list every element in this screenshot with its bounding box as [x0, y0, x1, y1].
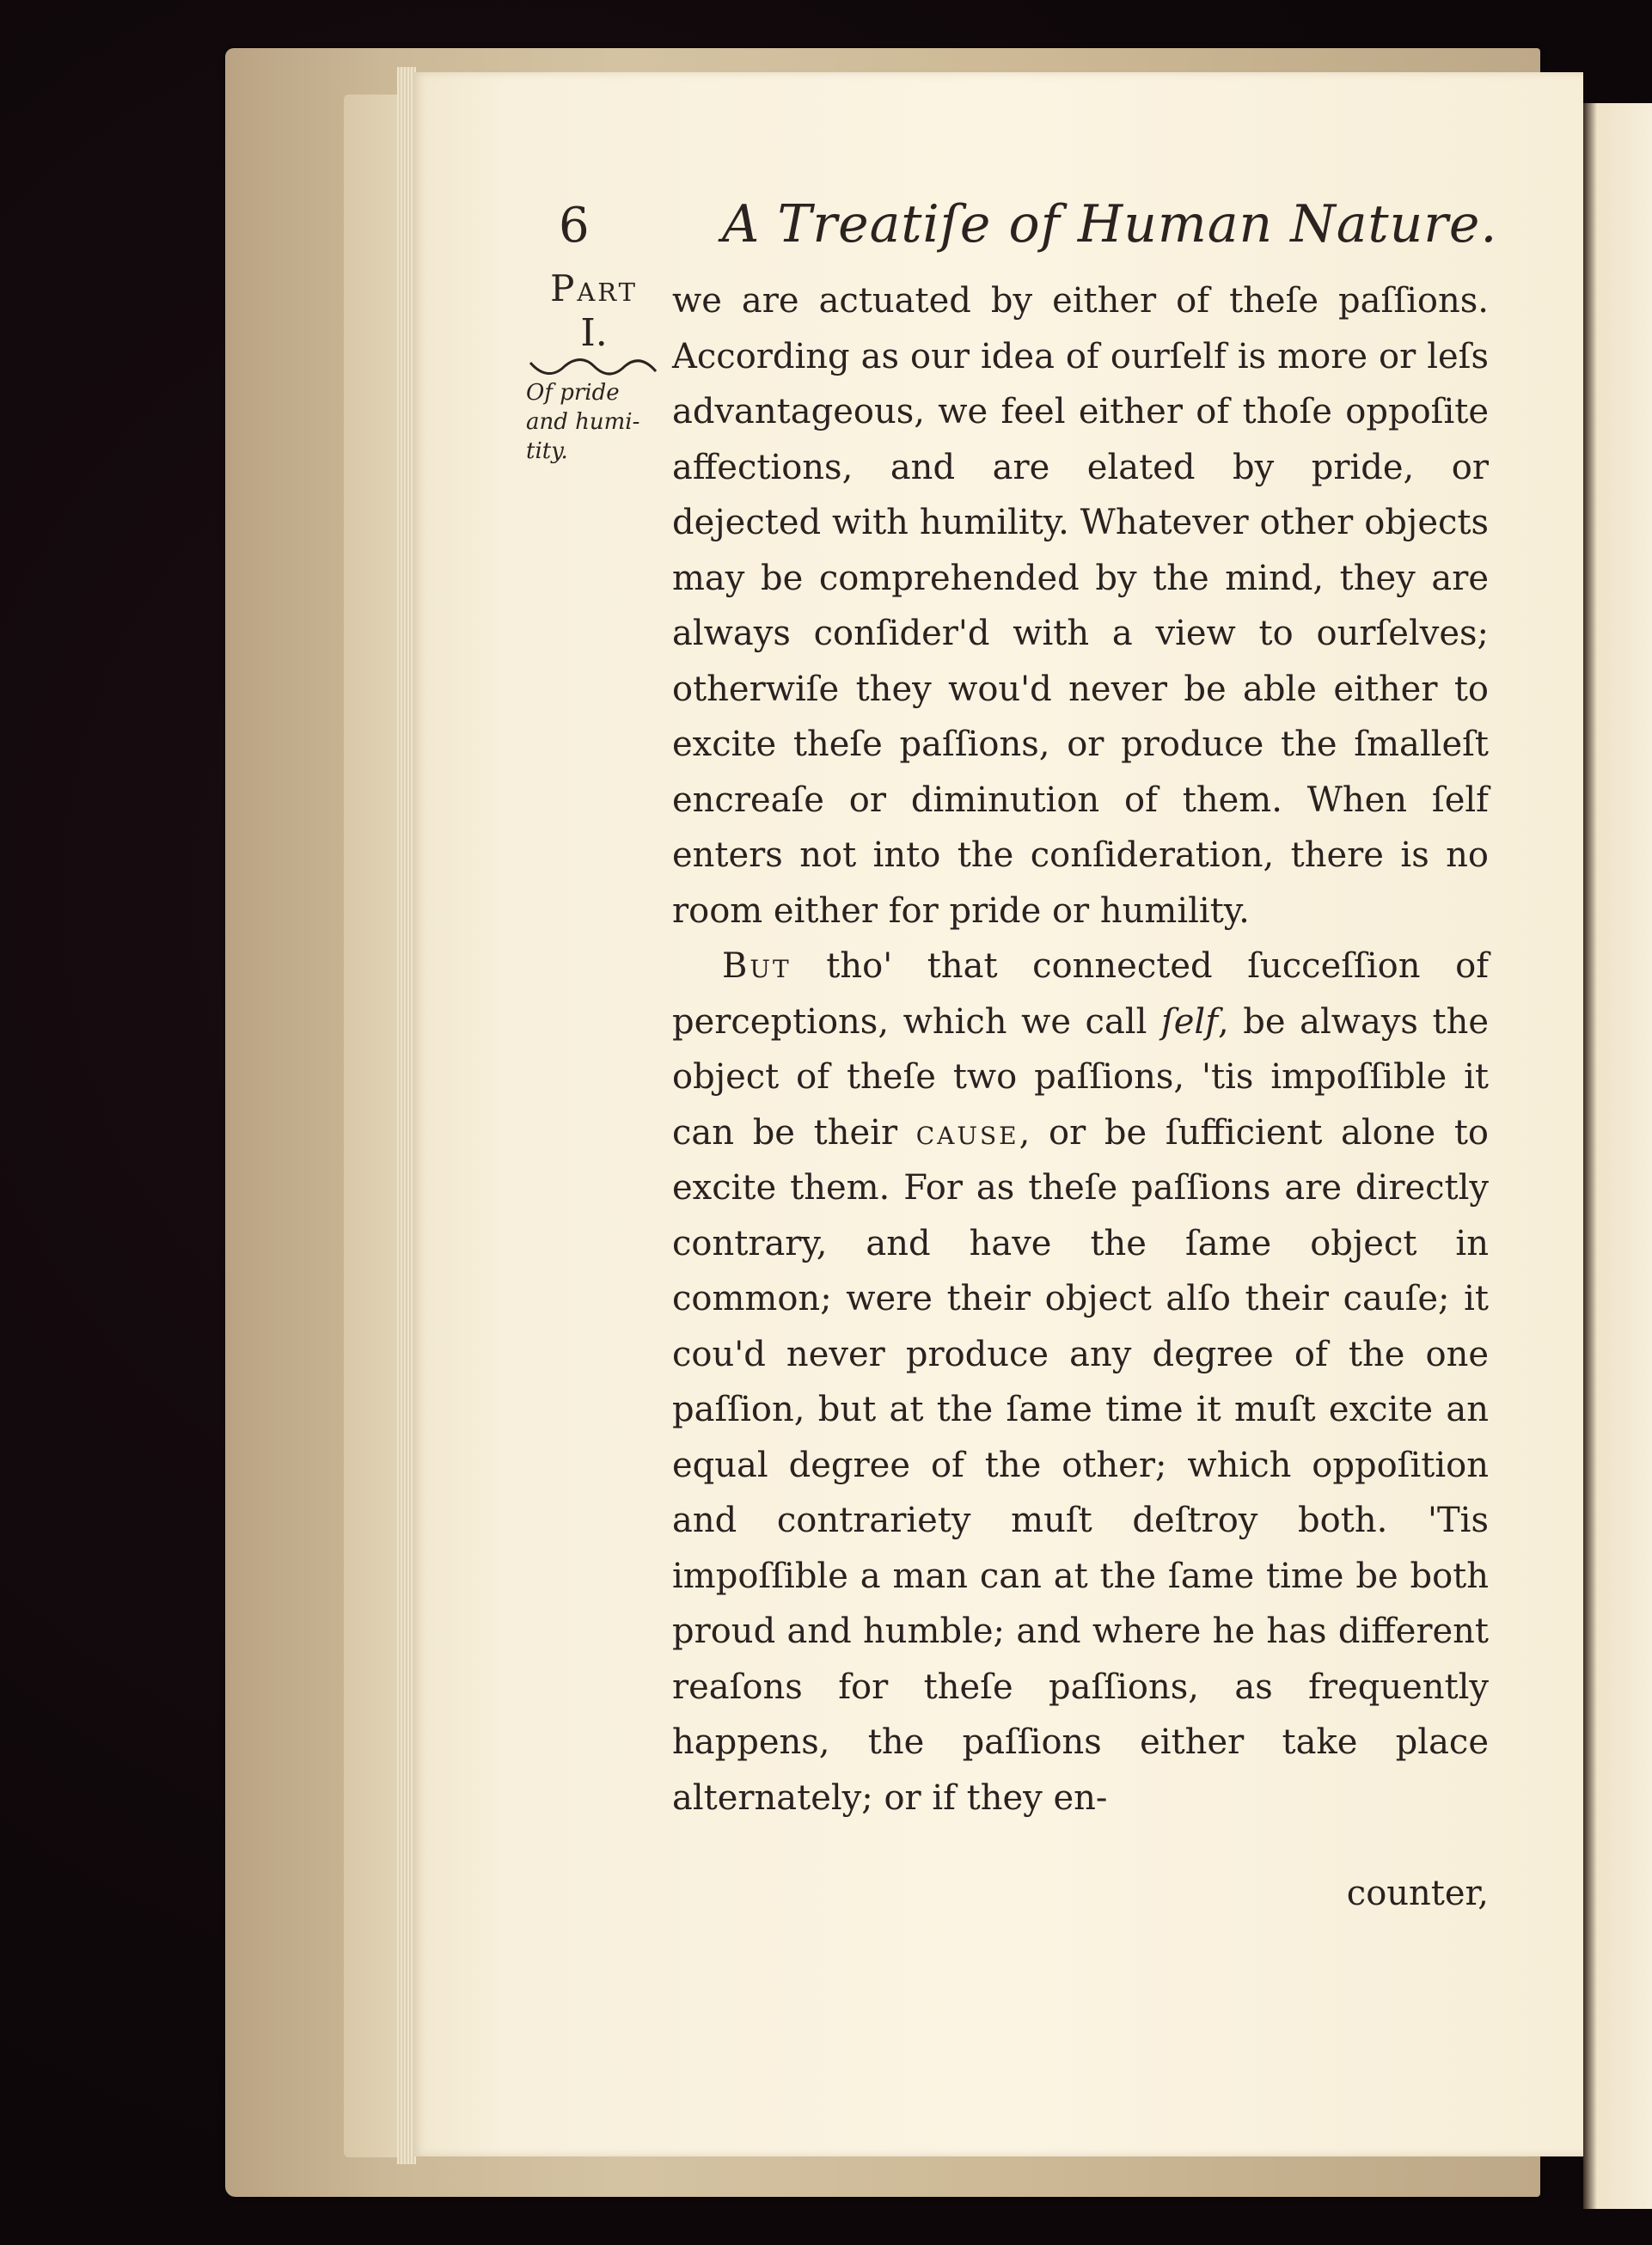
paragraph-2-text-c: , or be ſufficient alone to excite them. For as theſe paſſions are directly contrary, and have the ſame object in common; were their object alſo their cauſe; it cou'd never produce any degree of the one paſſion, but at the ſame time it muſt excite an equal degree of the other; which oppoſition and contrariety muſt deſtroy both. 'Tis impoſſible a man can at the ſame time be both proud and humble; and where he has different reaſons for theſe paſſions, as frequently happens, the paſſions either take place alternately; or if they en-: [672, 1112, 1490, 1818]
body-text: [672, 273, 1489, 1826]
paragraph-2-cause: cause: [915, 1112, 1019, 1153]
paragraph-1: we are actuated by either of theſe paſſions. According as our idea of ourſelf is more or leſs advantageous, we feel either of thoſe oppoſite affections, and are elated by pride, or dejected with humility. Whatever other objects may be comprehended by the mind, they are always conſider'd with a view to ourſelves; otherwiſe they wou'd never be able either to excite theſe paſſions, or produce the ſmalleſt encreaſe or diminution of them. When ſelf enters not into the conſideration, there is no room either for pride or humility.: [672, 281, 1489, 931]
paragraph-2-text-a: tho' that connected ſucceſſion of perceptions, which we call: [672, 946, 1489, 1042]
paragraph-2-lead: But: [722, 946, 792, 986]
catchword: counter,: [1346, 1874, 1489, 1913]
page-header: [550, 189, 1504, 266]
margin-note: [521, 266, 667, 466]
side-gloss: Of pride and humi- tity.: [526, 380, 640, 464]
paragraph-2: [672, 939, 1489, 1826]
facing-page-edge: [1583, 103, 1652, 2209]
part-number: I.: [580, 311, 608, 355]
paragraph-2-self: ſelf: [1160, 1001, 1219, 1042]
paragraph-2-text-b: , be always the object of theſe two paſſions, 'tis impoſſible it can be their: [672, 1001, 1490, 1153]
running-title: A Treatiſe of Human Nature.: [722, 194, 1498, 254]
page-number: 6: [559, 198, 590, 254]
part-label: Part: [550, 267, 638, 309]
flourish-ornament: [525, 356, 663, 378]
